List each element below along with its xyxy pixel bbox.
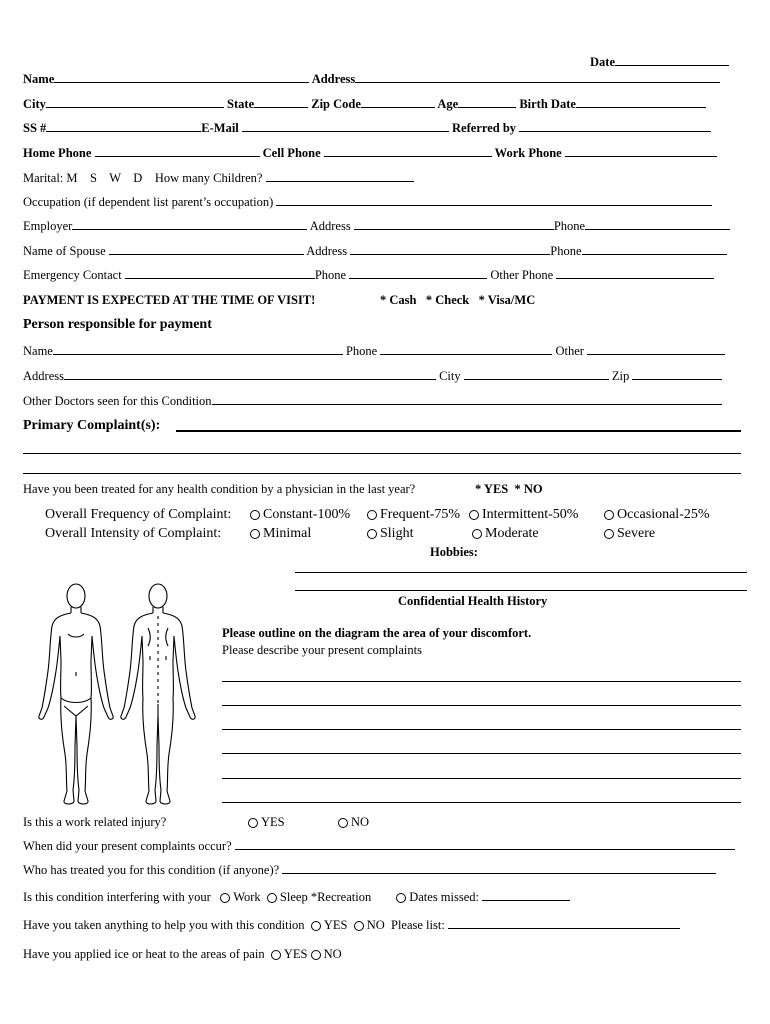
frequency-option-intermittent[interactable]: Intermittent-50% xyxy=(469,507,578,523)
payment-notice: PAYMENT IS EXPECTED AT THE TIME OF VISIT! xyxy=(23,293,316,307)
primary-complaint-line-3[interactable] xyxy=(23,473,741,474)
ice-heat-no[interactable]: NO xyxy=(311,947,342,961)
employer-label: Employer xyxy=(23,219,73,233)
radio-icon xyxy=(250,529,260,539)
city-field[interactable] xyxy=(46,96,224,108)
other-doctors-row xyxy=(23,393,722,409)
taken-label: Have you taken anything to help you with this condition xyxy=(23,918,305,932)
describe-line-1[interactable] xyxy=(222,681,741,682)
frequency-option-frequent[interactable]: Frequent-75% xyxy=(367,507,460,523)
who-treated-field[interactable] xyxy=(282,862,716,874)
employer-row xyxy=(23,218,730,234)
interfering-work[interactable]: Work xyxy=(220,890,260,904)
interfering-sleep[interactable]: Sleep *Recreation xyxy=(267,890,371,904)
intensity-option-moderate[interactable]: Moderate xyxy=(472,526,539,542)
outline-instruction: Please outline on the diagram the area of your discomfort. xyxy=(222,626,532,640)
date-row xyxy=(590,54,729,70)
interfering-row xyxy=(23,889,570,905)
radio-icon xyxy=(271,950,281,960)
spouse-address-label: Address xyxy=(306,244,348,258)
age-field[interactable] xyxy=(458,96,516,108)
email-field[interactable] xyxy=(242,120,449,132)
describe-line-3[interactable] xyxy=(222,729,741,730)
employer-address-label: Address xyxy=(309,219,351,233)
spouse-label: Name of Spouse xyxy=(23,244,106,258)
responsible-phone-label: Phone xyxy=(345,344,378,358)
radio-icon xyxy=(267,893,277,903)
children-field[interactable] xyxy=(266,170,414,182)
radio-icon xyxy=(472,529,482,539)
other-phone-label: Other Phone xyxy=(490,268,554,282)
responsible-name-row xyxy=(23,343,725,359)
radio-icon xyxy=(311,950,321,960)
responsible-name-field[interactable] xyxy=(53,343,343,355)
taken-row xyxy=(23,917,680,933)
please-list-field[interactable] xyxy=(448,917,680,929)
employer-phone-label: Phone xyxy=(553,219,586,233)
work-injury-yes[interactable]: YES xyxy=(248,814,285,830)
radio-icon xyxy=(311,921,321,931)
birth-date-field[interactable] xyxy=(576,96,706,108)
radio-icon xyxy=(367,529,377,539)
who-treated-label: Who has treated you for this condition (if anyone)? xyxy=(23,863,280,877)
frequency-option-constant[interactable]: Constant-100% xyxy=(250,507,350,523)
name-field[interactable] xyxy=(54,71,309,83)
responsible-city-field[interactable] xyxy=(464,368,609,380)
describe-line-2[interactable] xyxy=(222,705,741,706)
taken-yes[interactable]: YES xyxy=(311,918,348,932)
responsible-phone-field[interactable] xyxy=(380,343,552,355)
radio-icon xyxy=(396,893,406,903)
referred-by-field[interactable] xyxy=(519,120,711,132)
other-doctors-label: Other Doctors seen for this Condition xyxy=(23,394,212,408)
intensity-option-minimal[interactable]: Minimal xyxy=(250,526,311,542)
dates-missed[interactable]: Dates missed: xyxy=(396,890,570,904)
emergency-phone-label: Phone xyxy=(314,268,347,282)
when-row xyxy=(23,838,735,854)
responsible-heading: Person responsible for payment xyxy=(23,317,212,332)
describe-instruction: Please describe your present complaints xyxy=(222,643,422,657)
city-row xyxy=(23,96,706,112)
marital-row xyxy=(23,170,414,186)
home-phone-field[interactable] xyxy=(95,145,260,157)
history-title: Confidential Health History xyxy=(398,594,548,608)
occupation-row xyxy=(23,194,712,210)
radio-icon xyxy=(250,510,260,520)
radio-icon xyxy=(248,818,258,828)
radio-icon xyxy=(354,921,364,931)
city-label: City xyxy=(23,97,46,111)
radio-icon xyxy=(469,510,479,520)
frequency-label: Overall Frequency of Complaint: xyxy=(45,507,232,522)
birth-date-label: Birth Date xyxy=(519,97,576,111)
radio-icon xyxy=(604,529,614,539)
spouse-phone-field[interactable] xyxy=(582,243,727,255)
ice-heat-label: Have you applied ice or heat to the areas of pain xyxy=(23,947,265,961)
employer-phone-field[interactable] xyxy=(585,218,730,230)
emergency-label: Emergency Contact xyxy=(23,268,122,282)
email-label: E-Mail xyxy=(201,121,239,135)
cell-phone-label: Cell Phone xyxy=(262,146,321,160)
radio-icon xyxy=(338,818,348,828)
address-label: Address xyxy=(311,72,356,86)
spouse-field[interactable] xyxy=(109,243,304,255)
employer-address-field[interactable] xyxy=(354,218,554,230)
interfering-label: Is this condition interfering with your xyxy=(23,890,211,904)
responsible-other-label: Other xyxy=(555,344,584,358)
please-list-label: Please list: xyxy=(391,918,445,932)
ss-label: SS # xyxy=(23,121,47,135)
state-label: State xyxy=(227,97,255,111)
age-label: Age xyxy=(437,97,459,111)
intensity-label: Overall Intensity of Complaint: xyxy=(45,526,222,541)
responsible-address-row xyxy=(23,368,722,384)
primary-complaint-line-2[interactable] xyxy=(23,453,741,454)
hobbies-label: Hobbies: xyxy=(430,545,478,559)
responsible-address-label: Address xyxy=(23,369,64,383)
responsible-other-field[interactable] xyxy=(587,343,725,355)
taken-no[interactable]: NO xyxy=(354,918,385,932)
occupation-label: Occupation (if dependent list parent’s occupation) xyxy=(23,195,274,209)
intensity-option-severe[interactable]: Severe xyxy=(604,526,655,542)
emergency-field[interactable] xyxy=(125,267,315,279)
treated-options[interactable]: * YES * NO xyxy=(475,482,543,496)
when-field[interactable] xyxy=(235,838,735,850)
ss-row xyxy=(23,120,711,136)
spouse-phone-label: Phone xyxy=(550,244,582,258)
primary-complaint-line-1[interactable] xyxy=(176,430,741,432)
date-field[interactable] xyxy=(615,54,729,66)
who-treated-row xyxy=(23,862,716,878)
other-phone-field[interactable] xyxy=(556,267,714,279)
zip-field[interactable] xyxy=(361,96,435,108)
ss-field[interactable] xyxy=(46,120,201,132)
radio-icon xyxy=(367,510,377,520)
ice-heat-row xyxy=(23,946,342,962)
work-phone-field[interactable] xyxy=(565,145,717,157)
responsible-zip-field[interactable] xyxy=(632,368,722,380)
address-field[interactable] xyxy=(355,71,720,83)
phones-row xyxy=(23,145,717,161)
hobbies-line-1[interactable] xyxy=(295,572,747,573)
responsible-address-field[interactable] xyxy=(64,368,436,380)
referred-by-label: Referred by xyxy=(452,121,517,135)
work-injury-question: Is this a work related injury? xyxy=(23,815,167,829)
other-doctors-field[interactable] xyxy=(212,393,722,405)
intensity-option-slight[interactable]: Slight xyxy=(367,526,413,542)
spouse-row xyxy=(23,243,727,259)
date-label: Date xyxy=(590,55,615,69)
children-label: How many Children? xyxy=(154,171,263,185)
marital-label: Marital: M S W D xyxy=(23,171,143,185)
home-phone-label: Home Phone xyxy=(23,146,92,160)
when-label: When did your present complaints occur? xyxy=(23,839,232,853)
ice-heat-yes[interactable]: YES xyxy=(271,947,308,961)
emergency-row xyxy=(23,267,714,283)
primary-complaint-label: Primary Complaint(s): xyxy=(23,418,161,433)
name-label: Name xyxy=(23,72,55,86)
frequency-option-occasional[interactable]: Occasional-25% xyxy=(604,507,710,523)
work-injury-no[interactable]: NO xyxy=(338,814,369,830)
responsible-name-label: Name xyxy=(23,344,53,358)
describe-line-5[interactable] xyxy=(222,778,741,779)
payment-options[interactable]: * Cash * Check * Visa/MC xyxy=(380,293,536,307)
hobbies-line-2[interactable] xyxy=(295,590,747,591)
responsible-zip-label: Zip xyxy=(611,369,630,383)
describe-line-6[interactable] xyxy=(222,802,741,803)
radio-icon xyxy=(604,510,614,520)
zip-label: Zip Code xyxy=(311,97,361,111)
state-field[interactable] xyxy=(254,96,308,108)
responsible-city-label: City xyxy=(439,369,461,383)
emergency-phone-field[interactable] xyxy=(349,267,487,279)
treated-question: Have you been treated for any health condition by a physician in the last year? xyxy=(23,482,416,496)
dates-missed-field[interactable] xyxy=(482,889,570,901)
cell-phone-field[interactable] xyxy=(324,145,492,157)
spouse-address-field[interactable] xyxy=(350,243,550,255)
radio-icon xyxy=(220,893,230,903)
employer-field[interactable] xyxy=(72,218,307,230)
describe-line-4[interactable] xyxy=(222,753,741,754)
occupation-field[interactable] xyxy=(276,194,712,206)
body-diagram[interactable] xyxy=(30,576,205,816)
work-phone-label: Work Phone xyxy=(494,146,562,160)
name-address-row xyxy=(23,71,720,87)
